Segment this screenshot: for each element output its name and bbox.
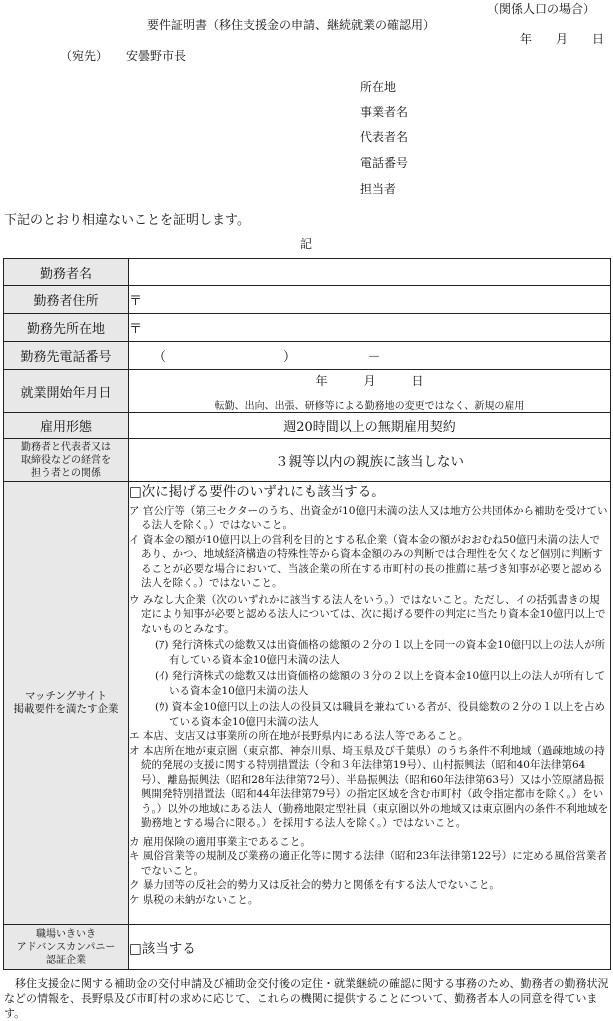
company-label-line-2: アドバンスカンパニー: [16, 941, 116, 953]
row-workplace: [4, 314, 611, 342]
date-line: 年 月 日: [520, 32, 605, 46]
employer-field-phone: 電話番号: [360, 156, 409, 170]
employer-field-location: 所在地: [360, 80, 397, 94]
addressee: 安曇野市長: [126, 49, 187, 63]
row-worker-name: [4, 259, 611, 286]
start-date-note: 転勤、出向、出張、研修等による勤務地の変更ではなく、新規の雇用: [214, 401, 525, 412]
relation-value: ３親等以内の親族に該当しない: [129, 439, 611, 482]
employment-type-value: 週20時間以上の無期雇用契約: [129, 413, 611, 439]
relation-label: [4, 439, 129, 482]
document-title: 要件証明書（移住支援金の申請、継続就業の確認用）: [147, 18, 436, 32]
certification-statement: 下記のとおり相違ないことを証明します。: [4, 213, 250, 228]
requirement-e: エ 本店、支店又は事業所の所在地が長野県内にある法人等であること。: [129, 730, 469, 742]
matching-requirements: [129, 482, 611, 925]
worker-name-value[interactable]: [129, 259, 611, 286]
advance-company-label: [4, 925, 129, 970]
requirement-u: ウ みなし大企業（次のいずれかに該当する法人をいう。）ではないこと。ただし、イの括弧書きの規定により知事が必要と認める法人については、次に掲げる要件の判定に当たり資本金10億円以上でないものとみなす。: [129, 593, 606, 635]
workplace-value[interactable]: 〒: [129, 314, 611, 342]
matching-label-line-1: マッチングサイト: [24, 690, 108, 702]
relation-label-line-3: 担う者との関係: [31, 467, 101, 479]
requirement-ke: ケ 県税の未納がないこと。: [129, 893, 259, 906]
requirement-o: オ 本店所在地が東京圏（東京都、神奈川県、埼玉県及び千葉県）のうち条件不利地域（過疎地域の持続的発展の支援に関する特別措置法（令和３年法律第19号）、山村振興法（昭和40年法律第64号）、離島振興法（昭和28年法律第72号）、半島振興法（昭和60年法律第63号）又は小笠原諸島振興開発特別措置法（昭和44年法律第79号）の指定区域を含む市町村（政令指定都市を除く。）をいう。）以外の地域にある法人（勤務地限定型社員（東京圏以外の地域又は東京圏内の条件不利地域を勤務地とする場合に限る。）を採用する法人を除く。）ではないこと。: [129, 744, 609, 829]
requirement-u3: (ｳ) 資本金10億円以上の法人の役員又は職員を兼ねている者が、役員総数の２分の１以上を占めている資本金10億円未満の法人: [155, 701, 605, 728]
matching-label-line-2: 掲載要件を満たす企業: [13, 703, 119, 715]
workplace-label: 勤務先所在地: [4, 314, 129, 342]
employer-field-representative: 代表者名: [360, 130, 409, 144]
row-worker-address: [4, 286, 611, 314]
row-advance-company: [4, 925, 611, 970]
requirement-u2: (ｲ) 発行済株式の総数又は出資価格の総額の３分の２以上を資本金10億円以上の法人が所有している資本金10億円未満の法人: [155, 670, 606, 697]
consent-footnote: 移住支援金に関する補助金の交付申請及び補助金交付後の定住・就業継続の確認に関する事務のため、勤務者の勤務状況などの情報を、長野県及び市町村の求めに応じて、これらの機関に提供することについて、勤務者本人の同意を得ています。: [4, 977, 609, 1020]
requirement-a: ア 官公庁等（第三セクターのうち、出資金が10億円未満の法人又は地方公共団体から補助を受けている法人を除く。）ではないこと。: [129, 504, 608, 531]
matching-site-label: [4, 482, 129, 925]
worker-name-label: 勤務者名: [4, 259, 129, 286]
workplace-phone-label: 勤務先電話番号: [4, 342, 129, 370]
workplace-phone-value[interactable]: （ ） －: [129, 342, 611, 370]
row-workplace-phone: [4, 342, 611, 370]
case-note: （関係人口の場合）: [487, 2, 596, 16]
employer-field-contact: 担当者: [360, 182, 397, 196]
start-date-cell[interactable]: [129, 370, 611, 413]
requirement-i: イ 資本金の額が10億円以上の営利を目的とする私企業（資本金の額がおおむね50億円未満の法人であり、かつ、地域経済構造の特殊性等から資本金額のみの判断では合理性を欠くなど個別に判断することが必要な場合において、当該企業の所在する市町村の長の推薦に基づき知事が必要と認める法人を除く。）ではないこと。: [129, 533, 603, 589]
requirement-ka: カ 雇用保険の適用事業主であること。: [129, 835, 311, 848]
ki-mark: 記: [300, 237, 313, 251]
requirement-ku: ク 暴力団等の反社会的勢力又は反社会的勢力と関係を有する法人でないこと。: [129, 879, 500, 891]
company-label-line-1: 職場いきいき: [36, 928, 96, 940]
start-date-value: 年 月 日: [315, 374, 424, 388]
relation-label-line-2: 取締役などの経営を: [21, 454, 111, 466]
row-start-date: [4, 370, 611, 413]
requirement-ki: キ 風俗営業等の規制及び業務の適正化等に関する法律（昭和23年法律第122号）に定める風俗営業者でないこと。: [129, 850, 607, 877]
certificate-table: [3, 258, 611, 970]
employment-type-label: 雇用形態: [4, 413, 129, 439]
row-employment-type: [4, 413, 611, 439]
start-date-label: 就業開始年月日: [4, 370, 129, 413]
relation-label-line-1: 勤務者と代表者又は: [21, 441, 111, 453]
requirement-u1: (ｱ) 発行済株式の総数又は出資価格の総額の２分の１以上を同一の資本金10億円以上の法人が所有している資本金10億円未満の法人: [155, 639, 606, 666]
employer-field-company: 事業者名: [360, 105, 409, 119]
row-relation: [4, 439, 611, 482]
worker-address-label: 勤務者住所: [4, 286, 129, 314]
advance-company-checkbox[interactable]: □該当する: [129, 925, 611, 970]
company-label-line-3: 認証企業: [46, 954, 86, 966]
matching-checkbox[interactable]: □次に掲げる要件のいずれにも該当する。: [129, 484, 385, 500]
addressee-label: （宛先）: [60, 49, 109, 63]
worker-address-value[interactable]: 〒: [129, 286, 611, 314]
row-matching-site: [4, 482, 611, 925]
